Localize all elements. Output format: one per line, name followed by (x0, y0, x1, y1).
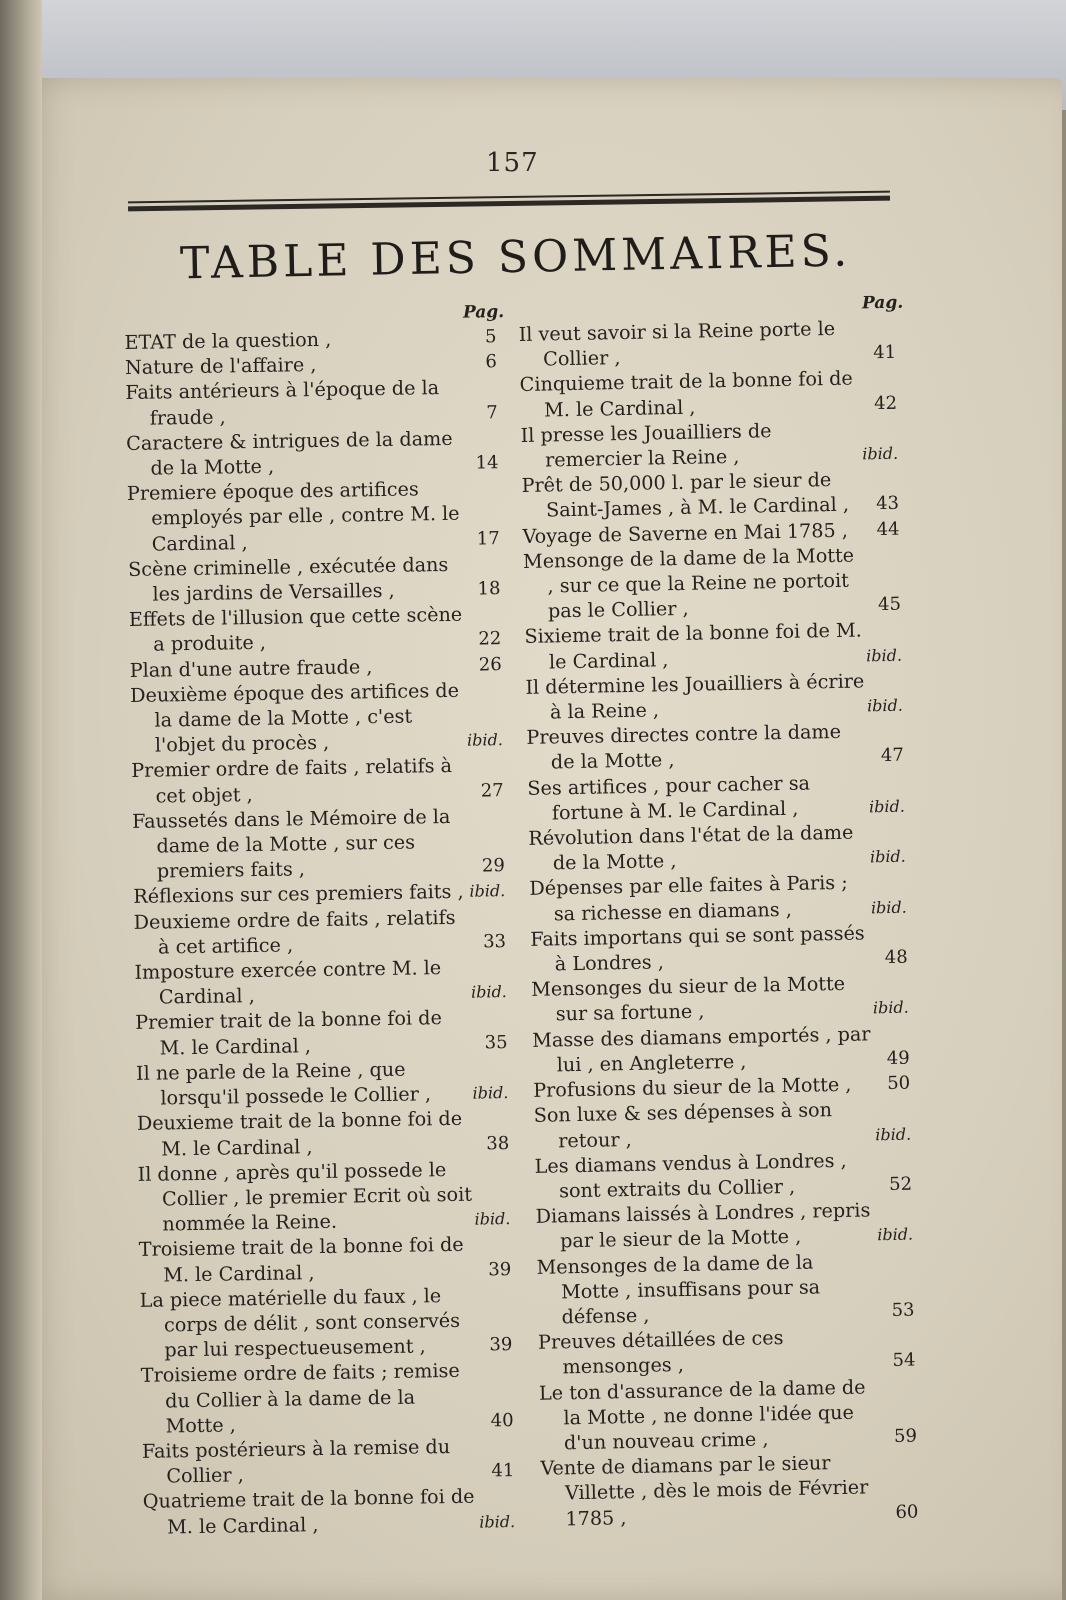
toc-entry-page: ibid. (472, 1083, 509, 1103)
toc-entry-text: Deuxieme trait de la bonne foi de M. le Cardinal , (136, 1107, 463, 1161)
toc-entry (539, 1373, 925, 1456)
toc-entry-page: 22 (478, 628, 502, 650)
toc-entry-text: Révolution dans l'état de la dame de la Motte , (528, 820, 854, 875)
left-entry-list (124, 324, 523, 1540)
toc-entry (525, 667, 911, 725)
toc-entry-text: Diamans laissés à Londres , repris par le sieur de la Motte , (535, 1198, 871, 1253)
toc-entry (523, 541, 909, 624)
toc-entry-page: 29 (481, 855, 506, 877)
toc-entry-page: 26 (478, 653, 502, 676)
toc-entry-page: 49 (886, 1047, 910, 1069)
toc-entry-text: Preuves détaillées de ces mensonges , (537, 1326, 784, 1379)
toc-entry (519, 365, 905, 423)
book-spine-edge (0, 0, 42, 1600)
toc-entry-page: 43 (875, 493, 900, 515)
toc-entry-page: 44 (876, 518, 900, 540)
toc-entry-text: Mensonge de la dame de la Motte , sur ce que la Reine ne portoit pas le Collier , (522, 543, 855, 623)
toc-entry (528, 819, 914, 877)
toc-entry-page: ibid. (474, 1209, 511, 1229)
toc-entry-page: 7 (486, 401, 498, 423)
toc-entry-text: Réflexions sur ces premiers faits , (133, 880, 464, 909)
toc-entry-text: Nature de l'affaire , (124, 353, 317, 380)
left-column (124, 300, 523, 1540)
toc-entry (130, 677, 511, 759)
toc-entry (535, 1197, 921, 1255)
toc-entry-text: Troisieme trait de la bonne foi de M. le Cardinal , (138, 1233, 464, 1287)
pag-label: Pag. (462, 302, 505, 323)
toc-entry (137, 1156, 518, 1238)
toc-entry-text: Deuxieme ordre de faits , relatifs à cet artifice , (133, 905, 456, 959)
toc-entry-page: 41 (491, 1460, 515, 1482)
toc-entry (521, 466, 907, 524)
toc-entry-page: 48 (884, 946, 908, 969)
toc-entry-page: 38 (486, 1132, 510, 1154)
toc-entry (137, 1105, 518, 1161)
toc-entry-text: Il presse les Jouailliers de remercier la Reine , (520, 418, 772, 472)
toc-entry-page: 33 (482, 930, 507, 953)
toc-entry-page: ibid. (875, 1124, 912, 1144)
toc-entry-page: 45 (877, 593, 902, 616)
toc-entry-page: ibid. (872, 998, 909, 1018)
toc-entry-page: ibid. (862, 443, 899, 464)
toc-entry-text: Il ne parle de la Reine , que lorsqu'il possede le Collier , (135, 1057, 432, 1110)
toc-entry-page: ibid. (866, 695, 904, 716)
toc-entry-page: 39 (488, 1258, 512, 1280)
toc-entry-page: ibid. (870, 897, 907, 918)
toc-entry-text: ETAT de la question , (124, 327, 332, 354)
toc-entry-text: Le ton d'assurance de la dame de la Motte , ne donne l'idée que d'un nouveau crime , (538, 1375, 866, 1455)
toc-entry (139, 1282, 520, 1364)
toc-entry-page: ibid. (479, 1511, 516, 1532)
toc-entry-page: 42 (873, 392, 898, 414)
toc-entry-text: Vente de diamans par le sieur Villette , dès le mois de Février 1785 , (540, 1451, 869, 1530)
toc-entry-text: Faussetés dans le Mémoire de la dame de la Motte , sur ces premiers faits , (131, 804, 451, 883)
toc-entry (143, 1483, 524, 1539)
toc-entry (142, 1433, 523, 1489)
toc-entry-text: Sixieme trait de la bonne foi de M. le Cardinal , (524, 618, 862, 674)
toc-entry-page: 40 (490, 1409, 514, 1432)
toc-entry-page: 6 (485, 351, 498, 373)
toc-entry (134, 954, 515, 1010)
toc-entry-page: 17 (476, 527, 500, 550)
page-title: TABLE DES SOMMAIRES. (179, 225, 852, 290)
right-entry-list (518, 315, 926, 1532)
toc-entry-text: La piece matérielle du faux , le corps de délit , sont conservés par lui respectueusement , (139, 1283, 461, 1362)
toc-entry-text: Faits importans qui se sont passés à Londres , (530, 921, 865, 976)
right-column (518, 291, 927, 1532)
toc-entry-text: Plan d'une autre fraude , (129, 654, 373, 682)
toc-entry-text: Il donne , après qu'il possede le Collier , le premier Ecrit où soit nommée la Reine. (137, 1157, 473, 1236)
toc-entry (139, 1231, 520, 1287)
toc-entry-page: 59 (893, 1425, 918, 1447)
toc-entry-page: ibid. (869, 846, 906, 867)
toc-entry-text: Il veut savoir si la Reine porte le Collier , (518, 316, 836, 371)
toc-entry-text: Preuves directes contre la dame de la Motte , (526, 720, 842, 774)
toc-entry-page: 27 (480, 779, 504, 802)
toc-entry (529, 869, 915, 927)
toc-entry-text: Scène criminelle , exécutée dans les jardins de Versailles , (127, 552, 449, 606)
toc-entry (526, 718, 912, 776)
toc-entry (520, 415, 906, 473)
toc-entry-page: 53 (891, 1299, 915, 1321)
toc-entry (126, 425, 507, 481)
toc-entry-page: 35 (484, 1031, 508, 1054)
toc-entry (132, 803, 513, 885)
toc-entry-text: Quatrieme trait de la bonne foi de M. le Cardinal , (142, 1484, 475, 1539)
page-number: 157 (486, 148, 539, 178)
toc-entry-text: Premiere époque des artifices employés par elle , contre M. le Cardinal , (126, 477, 460, 556)
toc-entry-text: Mensonges du sieur de la Motte sur sa fortune , (531, 972, 846, 1026)
toc-entry (127, 475, 508, 557)
toc-entry-text: Son luxe & ses dépenses à son retour , (533, 1098, 833, 1152)
toc-entry-text: Masse des diamans emportés , par lui , en Angleterre , (532, 1022, 871, 1077)
toc-entry (131, 752, 512, 808)
toc-entry-page: ibid. (865, 645, 903, 666)
toc-entry (135, 1004, 516, 1060)
toc-entry (534, 1146, 920, 1204)
pag-label: Pag. (861, 292, 904, 314)
toc-entry-page: 41 (873, 341, 897, 364)
toc-entry (136, 1055, 517, 1111)
toc-entry (530, 919, 916, 977)
toc-entry-text: Premier trait de la bonne foi de M. le Cardinal , (135, 1006, 443, 1060)
toc-entry-page: 54 (892, 1349, 916, 1372)
toc-entry-page: 47 (880, 745, 905, 767)
toc-entry-text: Mensonges de la dame de la Motte , insuffisans pour sa défense , (536, 1250, 821, 1329)
toc-entry-text: Effets de l'illusion que cette scène a produite , (128, 602, 463, 657)
toc-entry-page: ibid. (466, 730, 504, 750)
toc-entry-text: Il détermine les Jouailliers à écrire à la Reine , (525, 669, 865, 724)
toc-entry-text: Caractere & intrigues de la dame de la Motte , (125, 426, 453, 480)
toc-entry-page: 50 (887, 1072, 911, 1095)
toc-entry-text: Troisieme ordre de faits ; remise du Collier à la dame de la Motte , (140, 1359, 460, 1438)
toc-entry (128, 551, 509, 607)
toc-entry-page: 14 (475, 452, 499, 474)
toc-entry (532, 1020, 918, 1078)
toc-entry-page: ibid. (868, 796, 906, 817)
toc-entry-text: Cinquieme trait de la bonne foi de M. le Cardinal , (519, 366, 853, 422)
toc-entry (141, 1357, 522, 1439)
toc-entry (540, 1449, 926, 1532)
toc-entry-page: ibid. (469, 881, 506, 902)
toc-entry (536, 1247, 922, 1330)
toc-entry (125, 374, 506, 430)
toc-entry-text: Imposture exercée contre M. le Cardinal , (134, 956, 442, 1009)
toc-entry (129, 601, 510, 657)
toc-entry (531, 970, 917, 1028)
toc-entry (533, 1096, 919, 1154)
toc-entry-text: Premier ordre de faits , relatifs à cet objet , (131, 754, 453, 808)
toc-entry-text: Ses artifices , pour cacher sa fortune à M. le Cardinal , (527, 771, 811, 825)
toc-entry-text: Profusions du sieur de la Motte , (532, 1072, 852, 1102)
toc-entry-page: 5 (484, 326, 497, 348)
toc-entry (133, 904, 514, 960)
toc-entry-page: 39 (489, 1334, 513, 1356)
toc-entry-text: Les diamans vendus à Londres , sont extraits du Collier , (534, 1148, 847, 1203)
toc-entry (524, 617, 910, 675)
toc-entry-text: Faits antérieurs à l'époque de la fraude , (125, 376, 440, 430)
toc-entry-page: ibid. (470, 982, 507, 1002)
toc-entry (518, 315, 904, 373)
toc-entry (538, 1323, 924, 1381)
toc-entry-text: Voyage de Saverne en Mai 1785 , (522, 518, 849, 548)
toc-entry-text: Dépenses par elle faites à Paris ; sa richesse en diamans , (529, 871, 848, 926)
toc-entry-page: 60 (895, 1501, 919, 1523)
toc-entry-text: Deuxième époque des artifices de la dame de la Motte , c'est l'objet du procès , (129, 678, 460, 757)
toc-entry-page: ibid. (877, 1224, 914, 1245)
toc-entry-page: 52 (888, 1173, 913, 1195)
toc-entry-text: Prêt de 50,000 l. par le sieur de Saint-James , à M. le Cardinal , (521, 468, 850, 522)
toc-entry-page: 18 (477, 578, 501, 600)
toc-entry-text: Faits postérieurs à la remise du Collier , (141, 1434, 451, 1488)
toc-entry (527, 768, 913, 826)
